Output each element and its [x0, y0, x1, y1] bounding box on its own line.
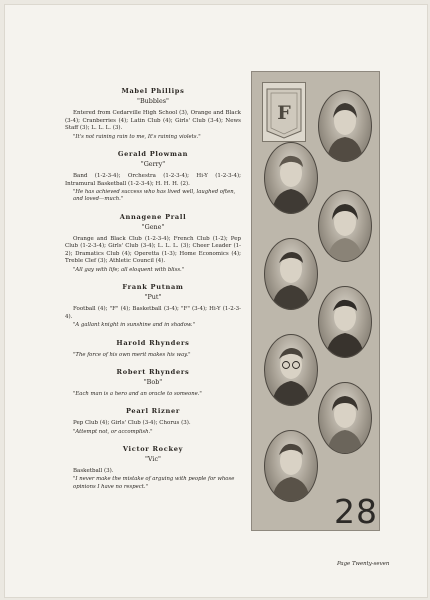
- senior-nickname: "Gene": [141, 222, 165, 231]
- senior-entry: [65, 150, 241, 204]
- senior-portrait-photo: [318, 286, 372, 358]
- senior-nickname: "Bubbles": [137, 97, 169, 105]
- senior-name: Mabel Phillips: [121, 87, 185, 95]
- senior-portrait-photo: [264, 142, 318, 214]
- senior-activities: Entered from Cedarville High School (3), Orange and Black (3-4); Cranberries (4); Latin Club (4); Girls' Club (3-4); News Staff (3); L. L. L. (3).: [65, 110, 241, 132]
- senior-name: Robert Rhynders: [116, 367, 190, 376]
- senior-activities: Band (1-2-3-4); Orchestra (1-2-3-4); Hi-Y (1-2-3-4); Intramural Basketball (1-2-3-4); H. H. H. (2).: [65, 172, 241, 187]
- senior-name: Gerald Plowman: [117, 149, 189, 158]
- senior-portrait-photo: [318, 190, 372, 262]
- senior-quote: "Attempt not, or accomplish.": [73, 428, 153, 435]
- senior-portrait-photo: [264, 334, 318, 406]
- senior-name: Harold Rhynders: [116, 338, 190, 347]
- senior-portrait-photo: [318, 90, 372, 162]
- senior-nickname: "Gerry": [140, 159, 166, 168]
- senior-quote: "Each man is a hero and an oracle to someone.": [73, 390, 202, 397]
- senior-quote: "He has achieved success who has lived well, laughed often, and loved—much.": [73, 189, 236, 203]
- senior-name: Victor Rockey: [122, 444, 184, 453]
- senior-quote: "It's not raining rain to me, It's raining violets.": [73, 133, 201, 140]
- senior-nickname: "Vic": [144, 454, 161, 463]
- senior-biographies: [65, 87, 241, 500]
- senior-activities: Orange and Black Club (1-2-3-4); French Club (1-2); Pep Club (1-2-3-4); Girls' Club (3-4); L. L. L. (3); Cheer Leader (1-2); Dramatics Club (4); Operetta (1-3); Home Economics (4); Treble Clef (3); Athletic Council (4).: [65, 235, 241, 265]
- senior-nickname: "Put": [144, 293, 162, 302]
- senior-entry: [65, 213, 241, 275]
- senior-activities: Pep Club (4); Girls' Club (3-4); Chorus (3).: [73, 419, 191, 426]
- portrait-panel: [251, 71, 380, 531]
- senior-name: Annagene Prall: [119, 212, 187, 221]
- class-year-number: 28: [334, 492, 378, 531]
- page-number-label: Page Twenty-seven: [337, 561, 390, 567]
- senior-quote: "A gallant knight in sunshine and in shadow.": [73, 322, 195, 329]
- senior-entry: [65, 339, 241, 359]
- senior-quote: "The force of his own merit makes his way.": [73, 351, 191, 358]
- senior-nickname: "Bob": [143, 377, 163, 386]
- school-crest-emblem: [262, 82, 306, 142]
- senior-entry: [65, 407, 241, 436]
- senior-entry: [65, 283, 241, 329]
- senior-quote: "All gay with life; all eloquent with bliss.": [73, 266, 185, 273]
- yearbook-page: [4, 4, 428, 598]
- senior-activities: Basketball (3).: [73, 467, 114, 474]
- senior-entry: [65, 445, 241, 491]
- svg-text:F: F: [277, 102, 291, 124]
- senior-name: Pearl Rizner: [125, 406, 181, 415]
- senior-portrait-photo: [264, 238, 318, 310]
- senior-name: Frank Putnam: [122, 283, 184, 292]
- senior-portrait-photo: [264, 430, 318, 502]
- senior-entry: [65, 87, 241, 141]
- senior-entry: [65, 368, 241, 398]
- senior-portrait-photo: [318, 382, 372, 454]
- senior-quote: "I never make the mistake of arguing with people for whose opinions I have no respect.": [73, 476, 235, 490]
- senior-activities: Football (4); "F" (4); Basketball (3-4); "F" (3-4); Hi-Y (1-2-3-4).: [65, 306, 241, 320]
